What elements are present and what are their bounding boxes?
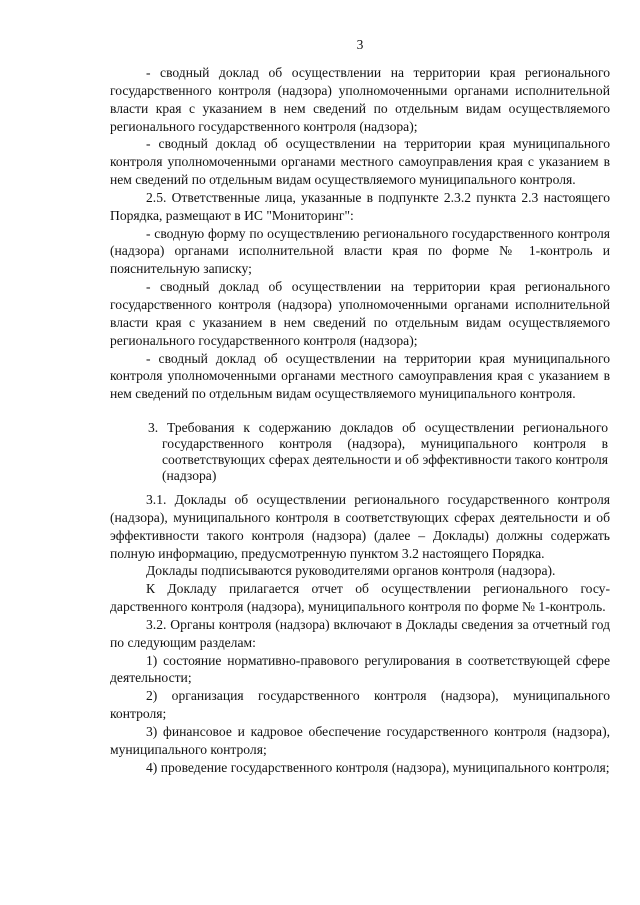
- list-item-4: 4) проведение государственного контроля (надзора), муниципального контроля;: [146, 759, 610, 775]
- paragraph-signatures: Доклады подписываются руководителями органов контроля (надзора).: [146, 563, 556, 579]
- page-number: 3: [356, 37, 364, 52]
- paragraph-bullet-municipal-report-2: - сводный доклад об осуществлении на территории края муниципального контроля уполномоченными органами местного самоуправления края с указанием в нем сведений по отдельным видам осуществляемого муниципального контроля.: [110, 350, 610, 402]
- list-item-3: 3) финансовое и кадровое обеспечение государственного контроля (надзора), муниципального контроля;: [110, 724, 610, 757]
- document-body: [110, 64, 610, 777]
- paragraph-3-2: 3.2. Органы контроля (надзора) включают в Доклады сведения за отчетный год по следующим разделам:: [110, 616, 610, 650]
- paragraph-attachment: К Докладу прилагается отчет об осуществлении регионального государственного контроля (надзора), муниципального контроля по форме № 1-контроль.: [110, 581, 610, 615]
- paragraph-3-1: 3.1. Доклады об осуществлении регионального государственного контроля (надзора), муниципального контроля в соответствующих сферах деятельности и об эффективности такого контроля (надзора) (далее – Доклады) должны содержать полную информацию, предусмотренную пунктом 3.2 настоящего Порядка.: [110, 492, 610, 561]
- paragraph-bullet-regional-report: - сводный доклад об осуществлении на территории края регионального государственного контроля (надзора) уполномоченными органами исполнительной власти края с указанием в нем сведений по отдельным видам осуществляемого регионального государственного контроля (надзора);: [110, 65, 610, 134]
- paragraph-bullet-municipal-report: - сводный доклад об осуществлении на территории края муниципального контроля уполномоченными органами местного самоуправления края с указанием в нем сведений по отдельным видам осуществляемого муниципального контроля.: [110, 136, 610, 188]
- section-heading-3: 3. Требования к содержанию докладов об осуществлении регионального государственного контроля (надзора), муниципального контроля в соответствующих сферах деятельности и об эффективности такого контроля (надзора): [148, 420, 608, 484]
- paragraph-2-5: 2.5. Ответственные лица, указанные в подпункте 2.3.2 пункта 2.3 настоящего Порядка, размещают в ИС "Мониторинг":: [110, 189, 610, 223]
- list-item-1: 1) состояние нормативно-правового регулирования в соответствующей сфере деятельности;: [110, 652, 610, 686]
- paragraph-bullet-summary-form: - сводную форму по осуществлению регионального государственного контроля (надзора) органами исполнительной власти края по форме № 1-контроль и пояснительную записку;: [110, 225, 610, 277]
- list-item-2: 2) организация государственного контроля (надзора), муниципального контроля;: [110, 688, 610, 722]
- paragraph-bullet-regional-report-2: - сводный доклад об осуществлении на территории края регионального государственного контроля (надзора) уполномоченными органами исполнительной власти края с указанием в нем сведений по отдельным видам осуществляемого регионального государственного контроля (надзора);: [110, 279, 610, 348]
- document-page: [110, 0, 610, 905]
